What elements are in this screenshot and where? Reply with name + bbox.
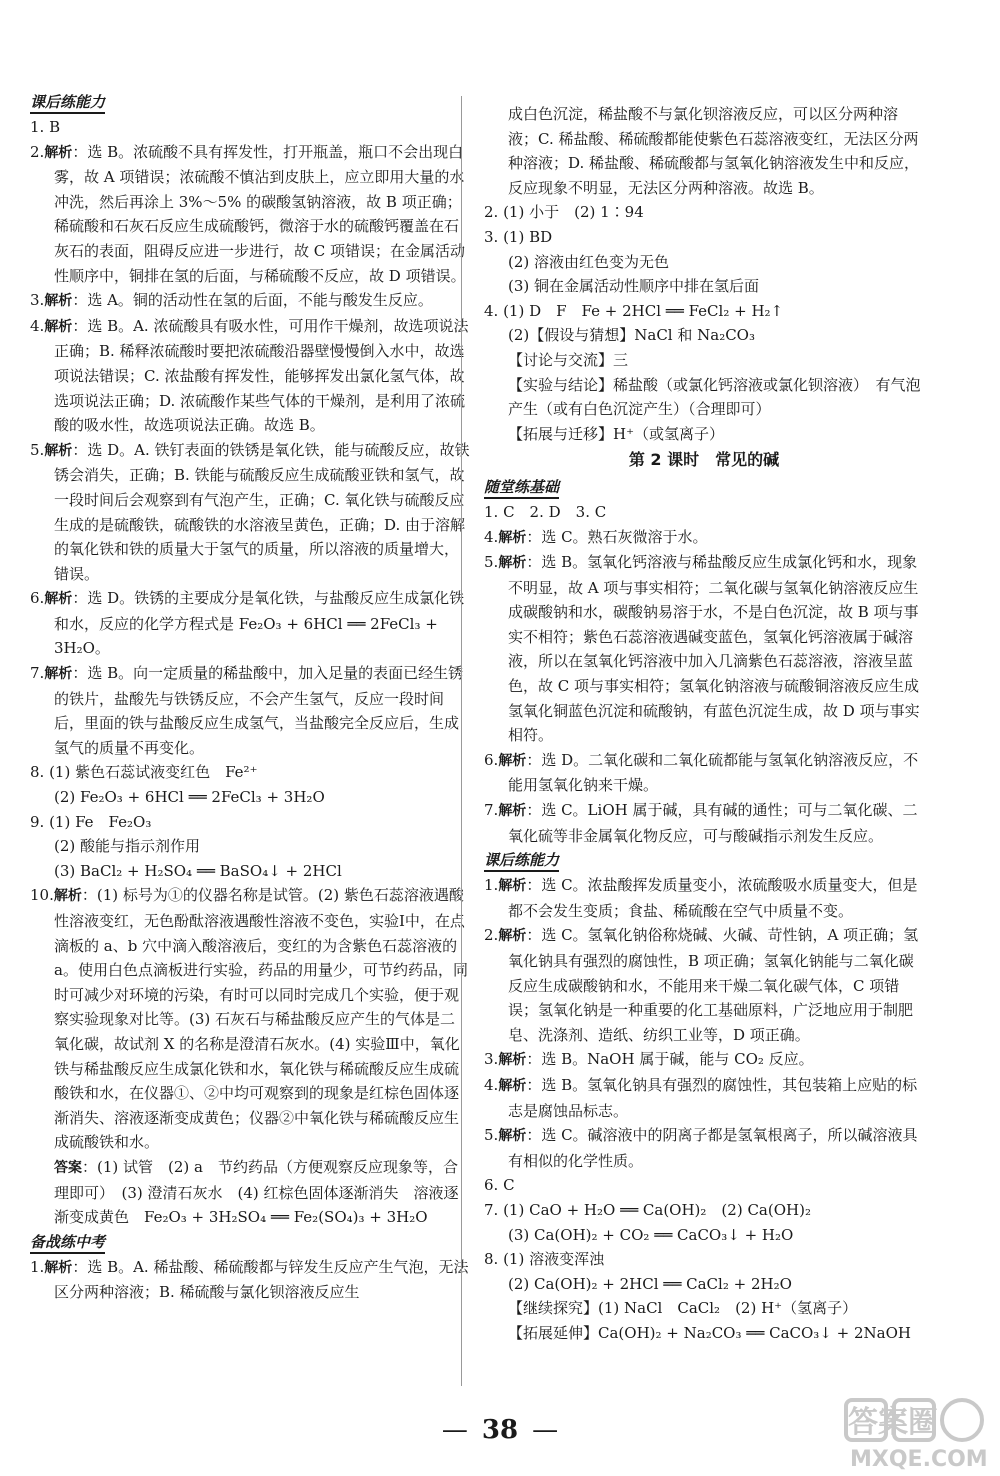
item-number: 6.	[30, 589, 45, 608]
item-text: ：选 D。二氧化碳和二氧化硫都能与氢氧化钠溶液反应，不能用氢氧化钠来干燥。	[508, 750, 919, 795]
item-text: ：选 B。氢氧化钠具有强烈的腐蚀性，其包装箱上应贴的标志是腐蚀品标志。	[508, 1075, 918, 1120]
item-number: 1.	[484, 876, 499, 895]
item-number: 2.	[484, 926, 499, 945]
answer-subline: (2)【假设与猜想】NaCl 和 Na₂CO₃	[508, 326, 755, 345]
answer-subline: 【拓展与迁移】H⁺（或氢离子）	[508, 424, 724, 443]
answer-item	[30, 288, 470, 314]
answer-item	[30, 661, 470, 760]
answer-text: ：(1) 试管 (2) a 节约药品（方便观察反应现象等，合理即可） (3) 澄清石灰水 (4) 红棕色固体逐渐消失 溶液逐渐变成黄色 Fe₂O₃ + 3H₂SO₄ ══ Fe₂(SO₄)₃ + 3H₂O	[54, 1157, 459, 1227]
item-number: 7.	[484, 801, 499, 820]
page-number: — 38 —	[441, 1415, 559, 1445]
item-text: ：选 C。浓盐酸挥发质量变小，浓硫酸吸水质量变大，但是都不会发生变质；食盐、稀硫酸在空气中质量不变。	[508, 876, 918, 920]
item-text: ：选 B。浓硫酸不具有挥发性，打开瓶盖，瓶口不会出现白雾，故 A 项错误；浓硫酸不慎沾到皮肤上，应立即用大量的水冲洗，然后再涂上 3%～5% 的碳酸氢钠溶液，故 B 项正确；稀硫酸和石灰石反应生成硫酸钙，微溶于水的硫酸钙覆盖在石灰石的表面，阻碍反应进一步进行，故 C 项错误；在金属活动性顺序中，铜排在氢的后面，与稀硫酸不反应，故 D 项错误。	[54, 142, 466, 285]
answer-summary	[30, 1155, 470, 1230]
item-number: 4.	[30, 316, 45, 335]
answer-item	[30, 438, 470, 587]
item-number: 1.	[30, 1257, 45, 1276]
answer-item	[30, 314, 470, 438]
analysis-label: 解析	[498, 803, 527, 820]
answer-line: 4. (1) D F Fe + 2HCl ══ FeCl₂ + H₂↑	[484, 301, 784, 320]
item-text: ：选 D。铁锈的主要成分是氧化铁，与盐酸反应生成氯化铁和水，反应的化学方程式是 Fe₂O₃ + 6HCl ══ 2FeCl₃ + 3H₂O。	[54, 589, 465, 658]
item-text: ：选 B。氢氧化钙溶液与稀盐酸反应生成氯化钙和水，现象不明显，故 A 项与事实相符；二氧化碳与氢氧化钠溶液反应生成碳酸钠和水，碳酸钠易溶于水，不是白色沉淀，故 B 项与事实不相符；紫色石蕊溶液遇碱变蓝色，氢氧化钙溶液属于碱溶液，所以在氢氧化钙溶液中加入几滴紫色石蕊溶液，溶液呈蓝色，故 C 项与事实相符；氢氧化钠溶液与硫酸铜溶液反应生成氢氧化铜蓝色沉淀和硫酸钠，有蓝色沉淀生成，故 D 项与事实相符。	[508, 553, 920, 745]
answer-line: 1. B	[30, 118, 61, 136]
analysis-label: 解析	[498, 752, 527, 769]
watermark-text: 答案圈	[848, 1405, 938, 1440]
analysis-label: 解析	[44, 591, 73, 608]
section-heading: 随堂练基础	[484, 477, 559, 499]
answer-line: 3. (1) BD	[484, 227, 553, 246]
item-text: ：选 C。熟石灰微溶于水。	[526, 527, 708, 546]
answer-item	[484, 1073, 924, 1123]
item-number: 10.	[30, 886, 54, 905]
section-heading: 备战练中考	[30, 1232, 105, 1254]
answer-line: 8. (1) 溶液变浑浊	[484, 1250, 605, 1269]
answer-subline: 成白色沉淀，稀盐酸不与氯化钡溶液反应，可以区分两种溶液；C. 稀盐酸、稀硫酸都能使紫色石蕊溶液变红，无法区分两种溶液；D. 稀盐酸、稀硫酸都与氢氧化钠溶液发生中和反应，反应现象不明显，无法区分两种溶液。故选 B。	[508, 105, 920, 197]
answer-subline: (2) Fe₂O₃ + 6HCl ══ 2FeCl₃ + 3H₂O	[54, 788, 325, 807]
item-text: ：选 D。A. 铁钉表面的铁锈是氧化铁，能与硫酸反应，故铁锈会消失，正确；B. 铁能与硫酸反应生成硫酸亚铁和氢气，故一段时间后会观察到有气泡产生，正确；C. 氧化铁与硫酸反应生成的是硫酸铁，硫酸铁的水溶液呈黄色，正确；D. 由于溶解的氧化铁和铁的质量大于氢气的质量，所以溶液的质量增大，错误。	[54, 440, 470, 583]
answer-item	[484, 1123, 924, 1173]
section-heading-row	[484, 475, 924, 500]
item-text: ：(1) 标号为①的仪器名称是试管。(2) 紫色石蕊溶液遇酸性溶液变红，无色酚酞溶液遇酸性溶液不变色，实验Ⅰ中，在点滴板的 a、b 穴中滴入酸溶液后，变红的为含紫色石蕊溶液的 a。使用白色点滴板进行实验，药品的用量少，可节约药品，同时可减少对环境的污染，有时可以同时完成几个实验，便于观察实验现象对比等。(3) 石灰石与稀盐酸反应产生的气体是二氧化碳，故试剂 X 的名称是澄清石灰水。(4) 实验Ⅲ中，氧化铁与稀盐酸反应生成氯化铁和水，氧化铁与稀硫酸反应生成硫酸铁和水，在仪器①、②中均可观察到的现象是红棕色固体逐渐消失、溶液逐渐变成黄色；仪器②中氧化铁与稀硫酸反应生成硫酸铁和水。	[54, 886, 468, 1152]
section-heading: 课后练能力	[30, 92, 105, 114]
item-number: 5.	[30, 440, 45, 459]
lesson-title: 第 2 课时 常见的碱	[628, 450, 780, 470]
item-number: 2.	[30, 142, 45, 161]
analysis-label: 解析	[498, 529, 527, 546]
answer-subline: 【实验与结论】稀盐酸（或氯化钙溶液或氯化钡溶液） 有气泡产生（或有白色沉淀产生）（合理即可）	[508, 375, 921, 419]
section-heading-row	[484, 848, 924, 873]
analysis-label: 解析	[44, 318, 73, 335]
answer-item	[30, 883, 470, 1155]
item-number: 5.	[484, 553, 499, 572]
answer-subline: (2) 溶液由红色变为无色	[508, 252, 670, 271]
answer-item	[30, 586, 470, 661]
analysis-label: 解析	[498, 1077, 527, 1094]
left-column	[30, 90, 470, 1305]
item-text: ：选 B。向一定质量的稀盐酸中，加入足量的表面已经生锈的铁片，盐酸先与铁锈反应，不会产生氢气，反应一段时间后，里面的铁与盐酸反应生成氢气，当盐酸完全反应后，生成氢气的质量不再变化。	[54, 664, 464, 757]
answer-item	[484, 525, 924, 551]
section-heading-row	[30, 1230, 470, 1255]
answer-line: 9. (1) Fe Fe₂O₃	[30, 812, 152, 831]
item-number: 4.	[484, 1075, 499, 1094]
item-number: 3.	[30, 291, 45, 310]
watermark-circle	[942, 1400, 982, 1440]
item-text: ：选 A。铜的活动性在氢的后面，不能与酸发生反应。	[72, 291, 433, 310]
answer-subline: (2) Ca(OH)₂ + 2HCl ══ CaCl₂ + 2H₂O	[508, 1274, 792, 1293]
analysis-label: 解析	[498, 555, 527, 572]
answer-item	[30, 1255, 470, 1305]
page-number-value: 38	[481, 1415, 519, 1445]
watermark-url: MXQE.COM	[850, 1447, 988, 1472]
answer-line: 7. (1) CaO + H₂O ══ Ca(OH)₂ (2) Ca(OH)₂	[484, 1200, 811, 1219]
item-text: ：选 C。碱溶液中的阴离子都是氢氧根离子，所以碱溶液具有相似的化学性质。	[508, 1126, 918, 1170]
item-number: 5.	[484, 1126, 499, 1145]
analysis-label: 解析	[53, 888, 82, 905]
answer-line: 6. C	[484, 1176, 515, 1195]
answer-line: 2. (1) 小于 (2) 1∶94	[484, 203, 644, 222]
answer-line: 8. (1) 紫色石蕊试液变红色 Fe²⁺	[30, 763, 258, 782]
item-text: ：选 B。A. 稀盐酸、稀硫酸都与锌发生反应产生气泡，无法区分两种溶液；B. 稀硫酸与氯化钡溶液反应生	[54, 1257, 469, 1302]
item-text: ：选 B。A. 浓硫酸具有吸水性，可用作干燥剂，故选项说法正确；B. 稀释浓硫酸时要把浓硫酸沿器壁慢慢倒入水中，故选项说法错误；C. 浓盐酸有挥发性，能够挥发出氯化氢气体，故选项说法正确；D. 浓硫酸作某些气体的干燥剂，是利用了浓硫酸的吸水性，故选项说法正确。故选 B。	[54, 316, 469, 435]
item-text: ：选 C。LiOH 属于碱，具有碱的通性；可与二氧化碳、二氧化硫等非金属氧化物反应，可与酸碱指示剂发生反应。	[508, 801, 918, 845]
analysis-label: 解析	[498, 928, 527, 945]
item-number: 7.	[30, 664, 45, 683]
answer-line: 1. C 2. D 3. C	[484, 502, 607, 521]
answer-subline: (3) BaCl₂ + H₂SO₄ ══ BaSO₄↓ + 2HCl	[54, 861, 342, 880]
section-heading-row	[30, 90, 470, 115]
analysis-label: 解析	[498, 1052, 527, 1069]
answer-subline: (2) 酸能与指示剂作用	[54, 837, 201, 856]
item-number: 4.	[484, 527, 499, 546]
answer-subline: (3) Ca(OH)₂ + CO₂ ══ CaCO₃↓ + H₂O	[508, 1225, 794, 1244]
analysis-label: 解析	[498, 1128, 527, 1145]
analysis-label: 解析	[44, 442, 73, 459]
right-column	[484, 102, 924, 1346]
analysis-label: 解析	[498, 878, 527, 895]
item-text: ：选 B。NaOH 属于碱，能与 CO₂ 反应。	[526, 1050, 814, 1069]
answer-label: 答案	[54, 1159, 82, 1176]
answer-subline: (3) 铜在金属活动性顺序中排在氢后面	[508, 277, 760, 296]
answer-item	[484, 798, 924, 848]
answer-item	[484, 550, 924, 748]
answer-item	[484, 873, 924, 923]
analysis-label: 解析	[44, 144, 73, 161]
item-text: ：选 C。氢氧化钠俗称烧碱、火碱、苛性钠，A 项正确；氢氧化钠具有强烈的腐蚀性，B 项正确；氢氧化钠能与二氧化碳反应生成碳酸钠和水，不能用来干燥二氧化碳气体，C 项错误；氢氧化钠是一种重要的化工基础原料，广泛地应用于制肥皂、洗涤剂、造纸、纺织工业等，D 项正确。	[508, 926, 919, 1044]
answer-subline: 【继续探究】(1) NaCl CaCl₂ (2) H⁺（氢离子）	[508, 1299, 858, 1318]
item-number: 3.	[484, 1050, 499, 1069]
watermark-logo	[840, 1396, 990, 1474]
section-heading: 课后练能力	[484, 850, 559, 872]
analysis-label: 解析	[44, 666, 73, 683]
answer-subline: 【讨论与交流】三	[508, 350, 629, 369]
answer-item	[484, 923, 924, 1047]
answer-item	[484, 1047, 924, 1073]
item-number: 6.	[484, 750, 499, 769]
analysis-label: 解析	[44, 1259, 73, 1276]
answer-item	[30, 140, 470, 289]
analysis-label: 解析	[44, 293, 73, 310]
answer-item	[484, 748, 924, 798]
answer-subline: 【拓展延伸】Ca(OH)₂ + Na₂CO₃ ══ CaCO₃↓ + 2NaOH	[508, 1323, 911, 1342]
column-divider	[461, 96, 462, 1386]
